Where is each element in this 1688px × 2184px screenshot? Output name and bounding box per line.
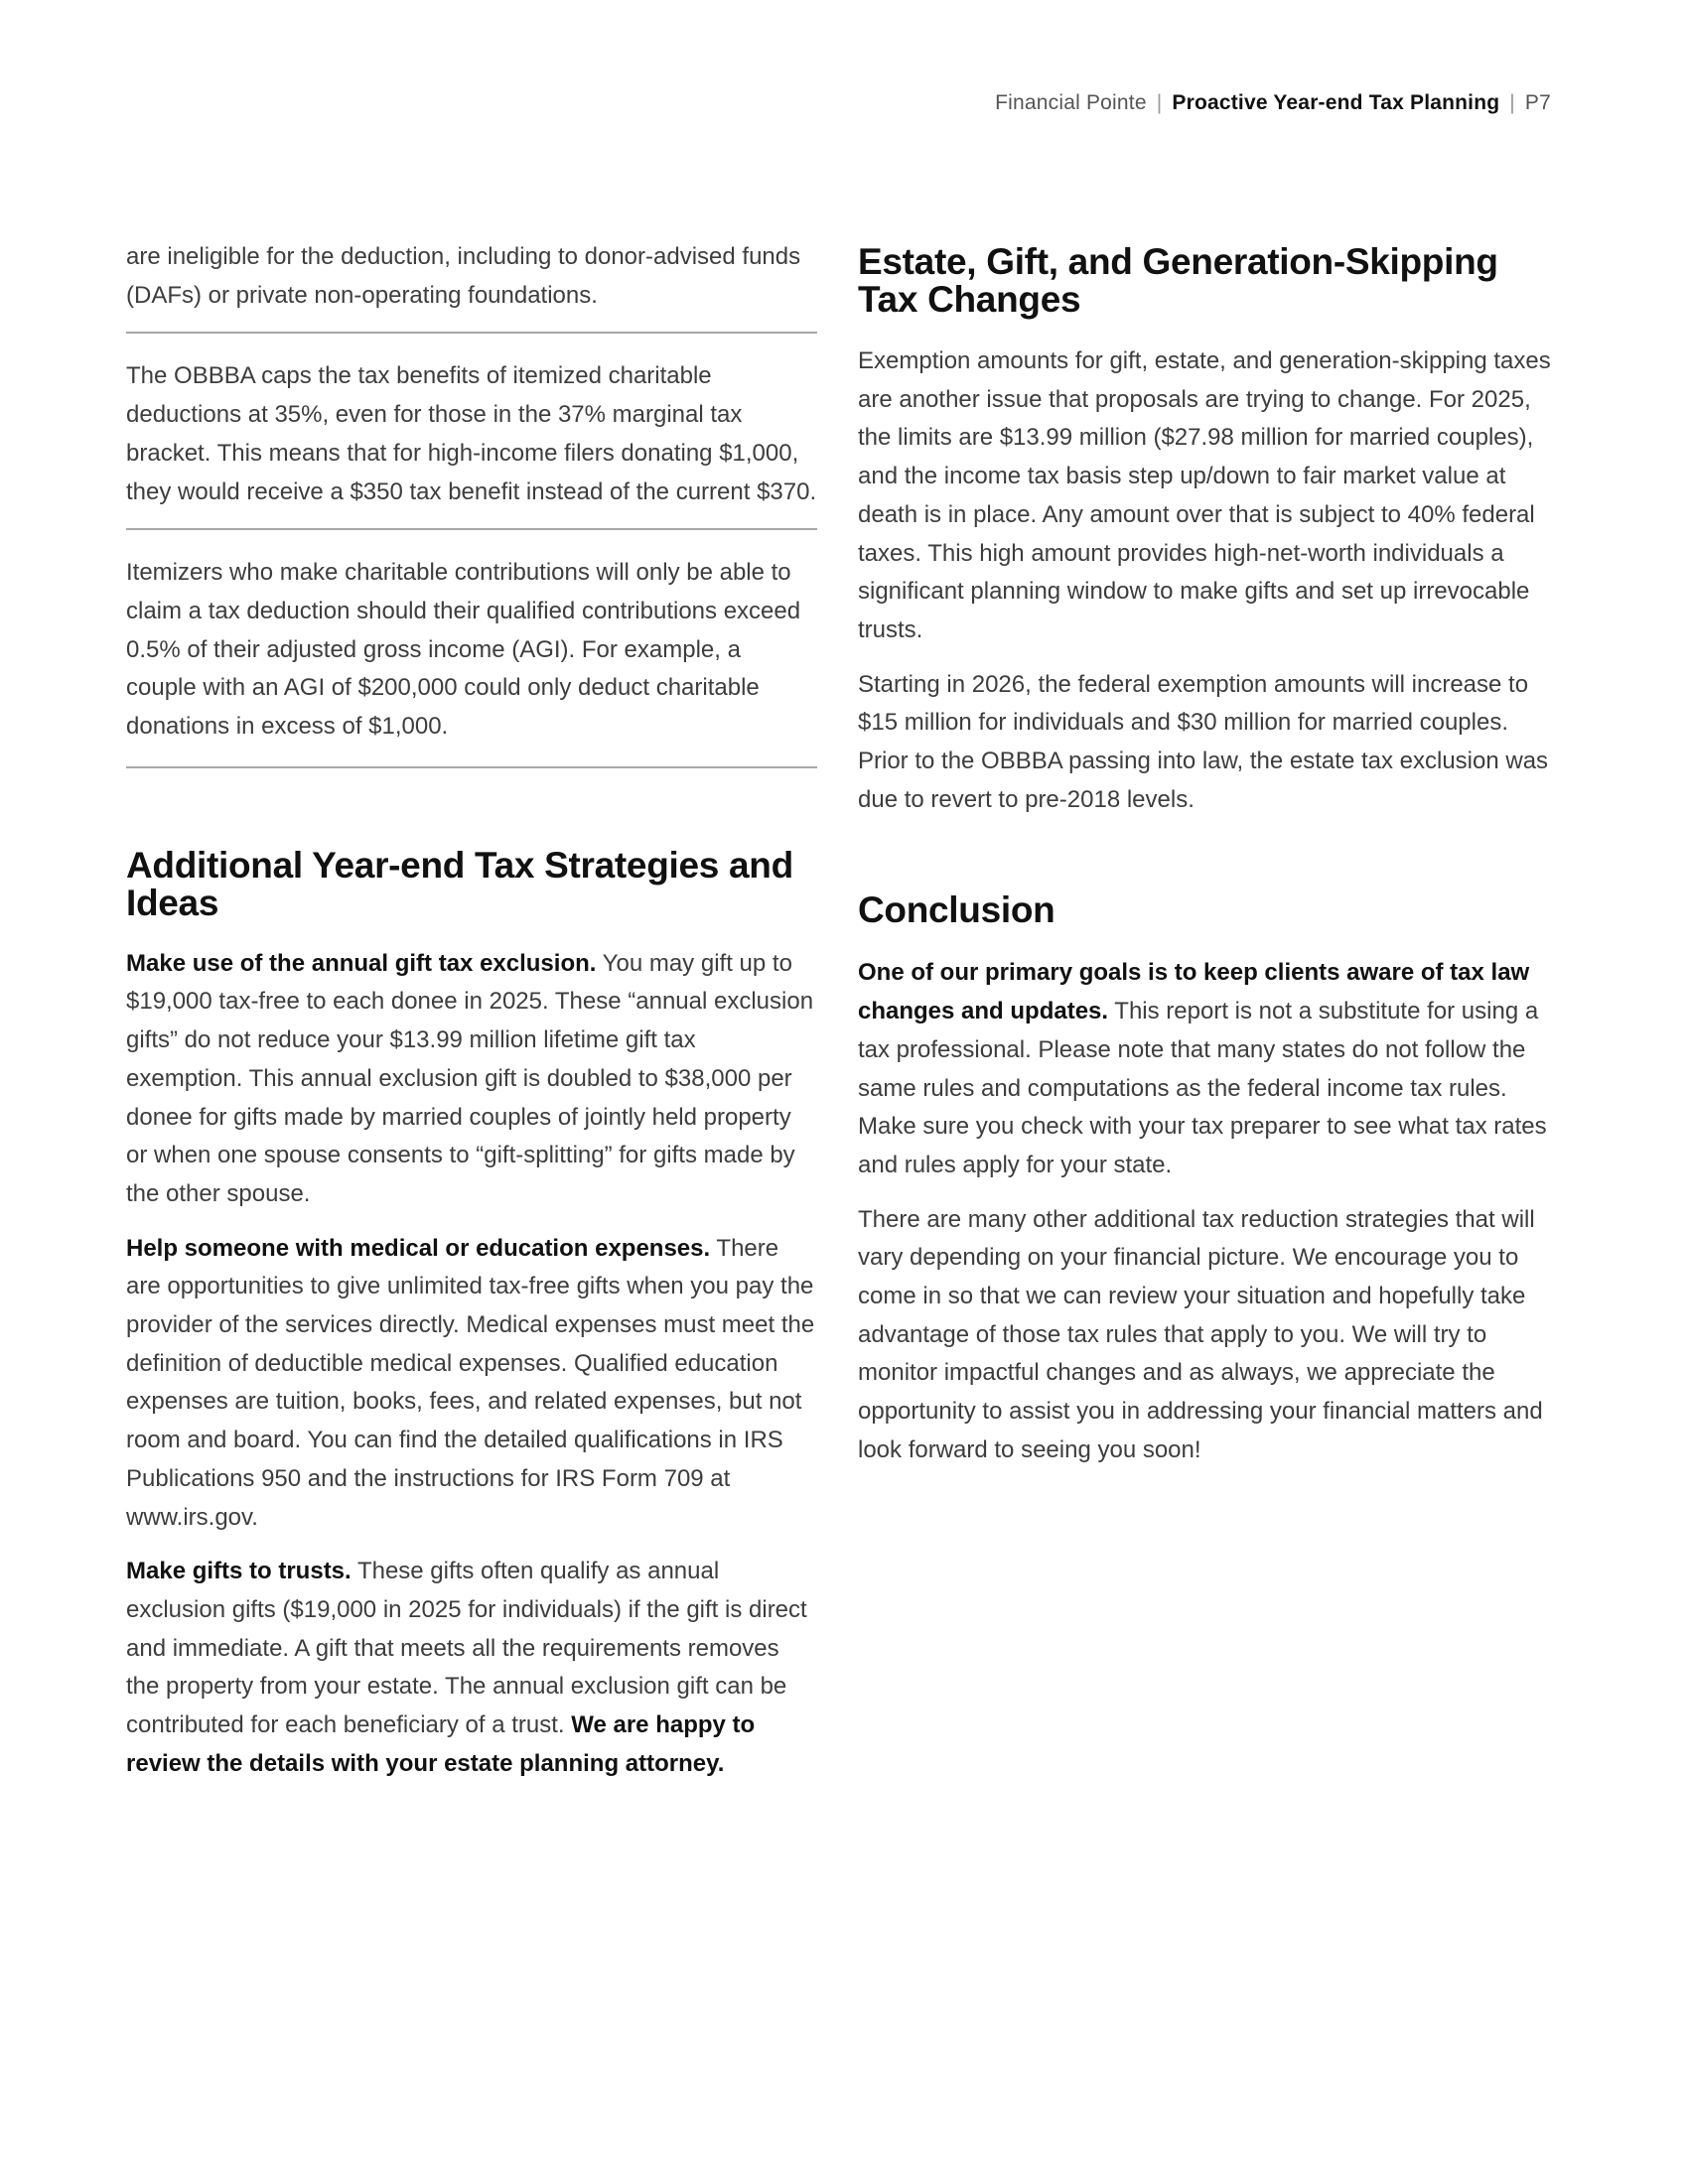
paragraph-lead: Make gifts to trusts. [126,1558,352,1585]
section-heading-strategies: Additional Year-end Tax Strategies and Ideas [126,844,793,923]
right-column [858,236,1565,1486]
page-number: P7 [1524,91,1551,114]
left-column [126,236,817,1800]
paragraph-trusts [126,1553,817,1783]
paragraph-body: These gifts often qualify as annual exclusion gifts ($19,000 in 2025 for individuals) if the gift is direct and immediate. A gift that meets all the requirements removes the property from your estate. The annual exclusion gift can be contributed for each beneficiary of a trust. [126,1558,807,1739]
paragraph-body: There are opportunities to give unlimited tax-free gifts when you pay the provider of the services directly. Medical expenses must meet the definition of deductible medical expenses. Qualified education expenses are tuition, books, fees, and related expenses, but not room and board. You can find the detailed qualifications in IRS Publications 950 and the instructions for IRS Form 709 at www.irs.gov. [126,1234,815,1531]
paragraph-gift-exclusion [126,945,817,1214]
paragraph-conclusion [858,954,1565,1184]
page-header [995,91,1551,115]
header-separator: | [1156,91,1163,114]
paragraph-lead: One of our primary goals is to keep clients aware of tax law changes and updates. [858,959,1530,1025]
charitable-note-continued: are ineligible for the deduction, including to donor-advised funds (DAFs) or private non-operating foundations. [126,236,817,334]
charitable-cap-note: The OBBBA caps the tax benefits of itemized charitable deductions at 35%, even for those in the 37% marginal tax bracket. This means that for high-income filers donating $1,000, they would receive a $350 tax benefit instead of the current $370. [126,334,817,530]
paragraph-body: This report is not a substitute for using a tax professional. Please note that many states do not follow the same rules and computations as the federal income tax rules. Make sure you check with your tax preparer to see what tax rates and rules apply for your state. [858,998,1547,1178]
paragraph-lead: Make use of the annual gift tax exclusion. [126,949,597,977]
section-heading-conclusion: Conclusion [858,889,1055,931]
paragraph-body: You may gift up to $19,000 tax-free to each donee in 2025. These “annual exclusion gifts” do not reduce your $13.99 million lifetime gift tax exemption. This annual exclusion gift is doubled to $38,000 per donee for gifts made by married couples of jointly held property or when one spouse consents to “gift-splitting” for gifts made by the other spouse. [126,949,814,1207]
paragraph-medical-education [126,1230,817,1538]
paragraph-lead: Help someone with medical or education expenses. [126,1234,711,1262]
paragraph-2026-changes: Starting in 2026, the federal exemption amounts will increase to $15 million for individuals and $30 million for married couples. Prior to the OBBBA passing into law, the estate tax exclusion was due to revert to pre-2018 levels. [858,670,1549,813]
paragraph-closing: There are many other additional tax reduction strategies that will vary depending on your financial picture. We encourage you to come in so that we can review your situation and hopefully take advantage of those tax rules that apply to you. We will try to monitor impactful changes and as always, we appreciate the opportunity to assist you in addressing your financial matters and look forward to seeing you soon! [858,1205,1543,1463]
paragraph-emphasis: We are happy to review the details with your estate planning attorney. [126,1711,756,1777]
section-heading-estate: Estate, Gift, and Generation-Skipping Tax Changes [858,241,1498,320]
document-title: Proactive Year-end Tax Planning [1172,91,1500,114]
header-separator: | [1509,91,1515,114]
paragraph-exemption: Exemption amounts for gift, estate, and generation-skipping taxes are another issue that proposals are trying to change. For 2025, the limits are $13.99 million ($27.98 million for married couples), and the income tax basis step up/down to fair market value at death is in place. Any amount over that is subject to 40% federal taxes. This high amount provides high-net-worth individuals a significant planning window to make gifts and set up irrevocable trusts. [858,347,1551,643]
brand-name: Financial Pointe [995,91,1147,114]
agi-floor-note: Itemizers who make charitable contributions will only be able to claim a tax deduction should their qualified contributions exceed 0.5% of their adjusted gross income (AGI). For example, a couple with an AGI of $200,000 could only deduct charitable donations in excess of $1,000. [126,530,817,768]
